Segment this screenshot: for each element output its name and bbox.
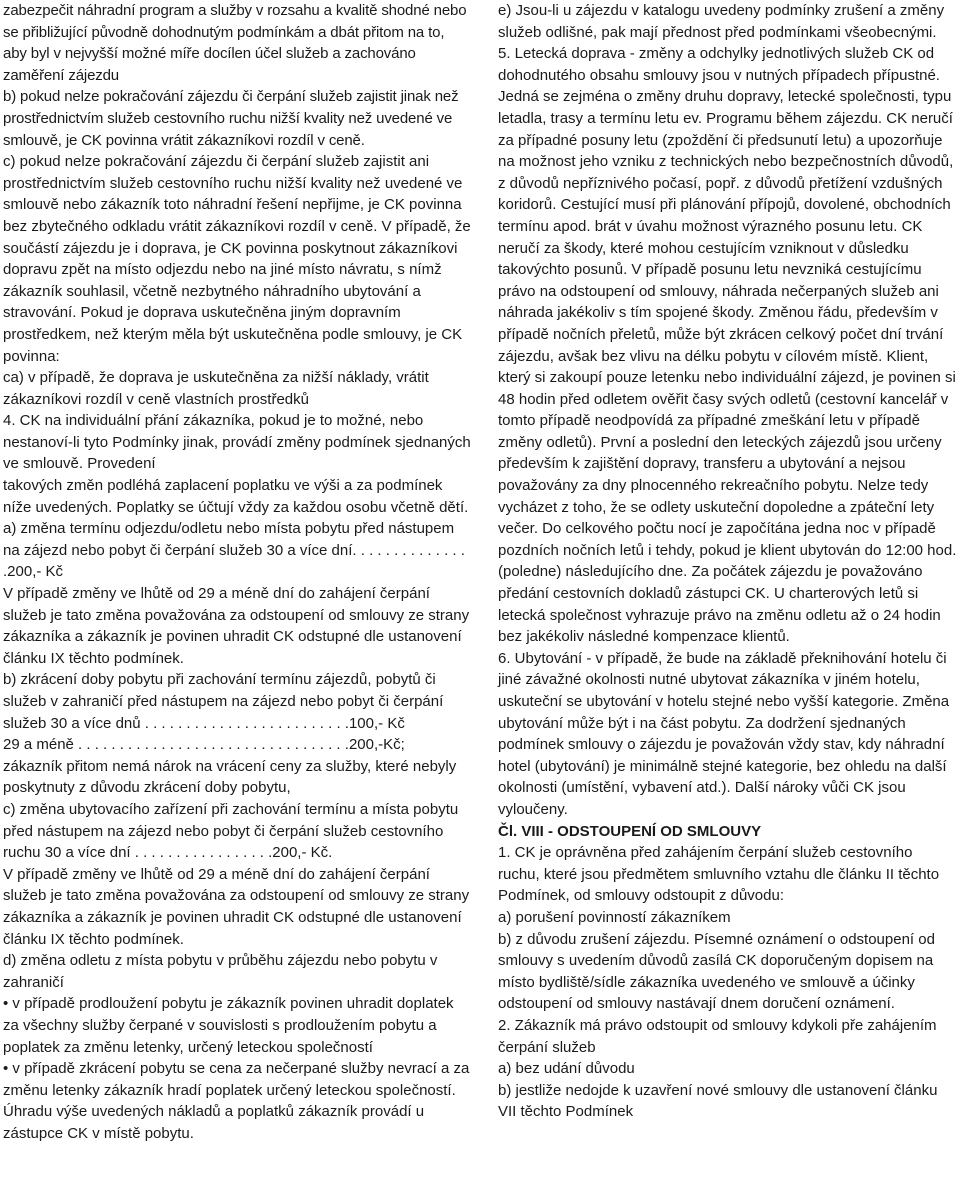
paragraph-1-ck-withdrawal: 1. CK je oprávněna před zahájením čerpání služeb cestovního ruchu, které jsou předmětem smluvního vztahu dle článku II těchto Podmínek, od smlouvy odstoupit z důvodu:: [498, 844, 940, 905]
paragraph-4-individual-changes: 4. CK na individuální přání zákazníka, pokud je to možné, nebo nestanoví-li tyto Podmínky jinak, provádí změny podmínek sjednaných ve smlouvě. Provedení: [3, 412, 471, 473]
bullet-shortening: • v případě zkrácení pobytu se cena za nečerpané služby nevrací a za změnu letenky zákazník hradí poplatek určený leteckou společností. Úhradu výše uvedených nákladů a poplatků zákazník provádí u zástupce CK v místě pobytu.: [3, 1060, 470, 1142]
paragraph-29-days: 29 a méně . . . . . . . . . . . . . . . . . . . . . . . . . . . . . . . . .200,-Kč;: [3, 736, 405, 754]
left-column: [3, 0, 471, 1144]
section-heading-withdrawal: Čl. VIII - ODSTOUPENÍ OD SMLOUVY: [498, 822, 762, 840]
paragraph-late-change-1: V případě změny ve lhůtě od 29 a méně dní do zahájení čerpání služeb je tato změna považována za odstoupení od smlouvy ze strany zákazníka a zákazník je povinen uhradit CK odstupné dle ustanovení článku IX těchto podmínek.: [3, 585, 470, 667]
paragraph-c-no-continuation: c) pokud nelze pokračování zájezdu či čerpání služeb zajistit ani prostřednictvím služeb cestovního ruchu nižší kvality než uvedené ve smlouvě nebo zákazník toto náhradní řešení nepřijme, je CK povinna bez zbytečného odkladu vrátit zákazníkovi rozdíl v ceně. V případě, že součástí zájezdu je i doprava, je CK povinna poskytnout zákazníkovi dopravu zpět na místo odjezdu nebo na jiné místo návratu, s nímž zákazník souhlasil, včetně nezbytného náhradního ubytování a stravování. Pokud je doprava uskutečněna jiným dopravním prostředkem, než kterým měla být uskutečněna podle smlouvy, je CK povinna:: [3, 153, 471, 365]
paragraph-d-departure-change: d) změna odletu z místa pobytu v průběhu zájezdu nebo pobytu v zahraničí: [3, 952, 438, 991]
paragraph-a-date-change: a) změna termínu odjezdu/odletu nebo místa pobytu před nástupem na zájezd nebo pobyt či čerpání služeb 30 a více dní. . . . . . . . . . . . . . .200,- Kč: [3, 520, 465, 581]
paragraph-b-cancellation: b) z důvodu zrušení zájezdu. Písemné oznámení o odstoupení od smlouvy s uvedením důvodů zasílá CK doporučeným dopisem na místo bydliště/sídle zákazníka uvedeného ve smlouvě a účinky odstoupení od smlouvy nastávají dnem doručení oznámení.: [498, 930, 935, 1013]
paragraph-e-catalog: e) Jsou-li u zájezdu v katalogu uvedeny podmínky zrušení a změny služeb odlišné, pak mají přednost před podmínkami všeobecnými.: [498, 2, 945, 41]
paragraph-a-no-reason: a) bez udání důvodu: [498, 1060, 635, 1078]
paragraph-fees: takových změn podléhá zaplacení poplatku ve výši a za podmínek níže uvedených. Poplatky se účtují vždy za každou osobu včetně dětí.: [3, 477, 469, 516]
paragraph-b-no-new-contract: b) jestliže nedojde k uzavření nové smlouvy dle ustanovení článku VII těchto Podmínek: [498, 1081, 938, 1121]
bullet-extension: • v případě prodloužení pobytu je zákazník povinen uhradit doplatek za všechny služby čerpané v souvislosti s prodloužením pobytu a poplatek za změnu letenky, určený leteckou společností: [3, 995, 454, 1056]
paragraph-5-air-transport: 5. Letecká doprava - změny a odchylky jednotlivých služeb CK od dohodnutého obsahu smlouvy jsou v nutných případech přípustné. Jedná se zejména o změny druhu dopravy, letecké společnosti, typu letadla, trasy a termínu letu ev. Programu během zájezdu. CK neručí za případné posuny letu (zpoždění či předsunutí letu) a upozorňuje na možnost jeho vzniku z technických nebo bezpečnostních důvodů, z důvodů nepříznivého počasí, popř. z důvodů přetížení vzdušných koridorů. Cestující musí při plánování přípojů, dovolené, obchodních termínu apod. brát v úvahu možnost výrazného posunu letu. CK neručí za škody, které mohou cestujícím vzniknout v důsledku takovýchto posunů. V případě posunu letu nevzniká cestujícímu právo na odstoupení od smlouvy, náhrada nečerpaných služeb ani náhrada jakékoliv s tím spojené škody. Změnou řádu, především v případě nočních přeletů, může být zkrácen celkový počet dní trvání zájezdu, avšak bez vlivu na délku pobytu v cílovém místě. Klient, který si zakoupí pouze letenku nebo individuální zájezd, je povinen si 48 hodin před odletem ověřit časy svých odletů (cestovní kancelář v tomto případě neodpovídá za případné zmeškání letu v případě změny odletů). První a poslední den leteckých zájezdů jsou určeny především k zajištění dopravy, transferu a ubytování a nejsou považovány za dny plnocenného rekreačního pobytu. Nelze tedy vycházet z toho, že se odlety uskuteční dopoledne a zpáteční lety večer. Do celkového počtu nocí je započítána jedna noc v případě pozdních nočních letů i tehdy, pokud je klient ubytován do 12:00 hod. (poledne) následujícího dne. Za počátek zájezdu je považováno předání cestovních dokladů zástupci CK. U charterových letů si letecká společnost vyhrazuje právo na změnu odletu až o 24 hodin bez jakékoliv následné kompenzace klientů.: [498, 45, 957, 646]
paragraph-b-lower-quality: b) pokud nelze pokračování zájezdu či čerpání služeb zajistit jinak než prostřednictvím služeb cestovního ruchu nižší kvality než uvedené ve smlouvě, je CK povinna vrátit zákazníkovi rozdíl v ceně.: [3, 88, 459, 149]
paragraph-ca-lower-cost: ca) v případě, že doprava je uskutečněna za nižší náklady, vrátit zákazníkovi rozdíl v ceně vlastních prostředků: [3, 369, 429, 408]
paragraph-b-shortening: b) zkrácení doby pobytu při zachování termínu zájezdů, pobytů či služeb v zahraničí před nástupem na zájezd nebo pobyt či čerpání služeb 30 a více dnů . . . . . . . . . . . . . . . . . . . . . . . . .100,- Kč: [3, 671, 444, 732]
paragraph-a-breach: a) porušení povinností zákazníkem: [498, 908, 731, 926]
paragraph-2-customer-withdrawal: 2. Zákazník má právo odstoupit od smlouvy kdykoli pře zahájením čerpání služeb: [498, 1016, 937, 1056]
paragraph-late-change-2: V případě změny ve lhůtě od 29 a méně dní do zahájení čerpání služeb je tato změna považována za odstoupení od smlouvy ze strany zákazníka a zákazník je povinen uhradit CK odstupné dle ustanovení článku IX těchto podmínek.: [3, 865, 470, 948]
paragraph-no-refund: zákazník přitom nemá nárok na vrácení ceny za služby, které nebyly poskytnuty z důvodu zkrácení doby pobytu,: [3, 757, 457, 797]
paragraph-6-accommodation: 6. Ubytování - v případě, že bude na základě překnihování hotelu či jiné závažné okolnosti nutné ubytovat zákazníka v jiném hotelu, uskuteční se ubytování v hotelu stejné nebo vyšší kategorie. Změna ubytování může být i na část pobytu. Za dodržení sjednaných podmínek smlouvy o zájezdu je považován vždy stav, kdy náhradní hotel (ubytování) je minimálně stejné kategorie, bez ohledu na další okolnosti (umístění, vybavení atd.). Další nároky vůči CK jsou vyloučeny.: [498, 649, 950, 818]
paragraph-c-accommodation-change: c) změna ubytovacího zařízení při zachování termínu a místa pobytu před nástupem na zájezd nebo pobyt či čerpání služeb cestovního ruchu 30 a více dní . . . . . . . . . . . . . . . . .200,- Kč.: [3, 800, 459, 862]
right-column: [498, 0, 958, 1123]
paragraph-alternative-program: zabezpečit náhradní program a služby v rozsahu a kvalitě shodné nebo se přibližující původně dohodnutým podmínkám a dbát přitom na to, aby byl v nejvyšší možné míře docílen účel služeb a zachováno zaměření zájezdu: [3, 2, 467, 84]
